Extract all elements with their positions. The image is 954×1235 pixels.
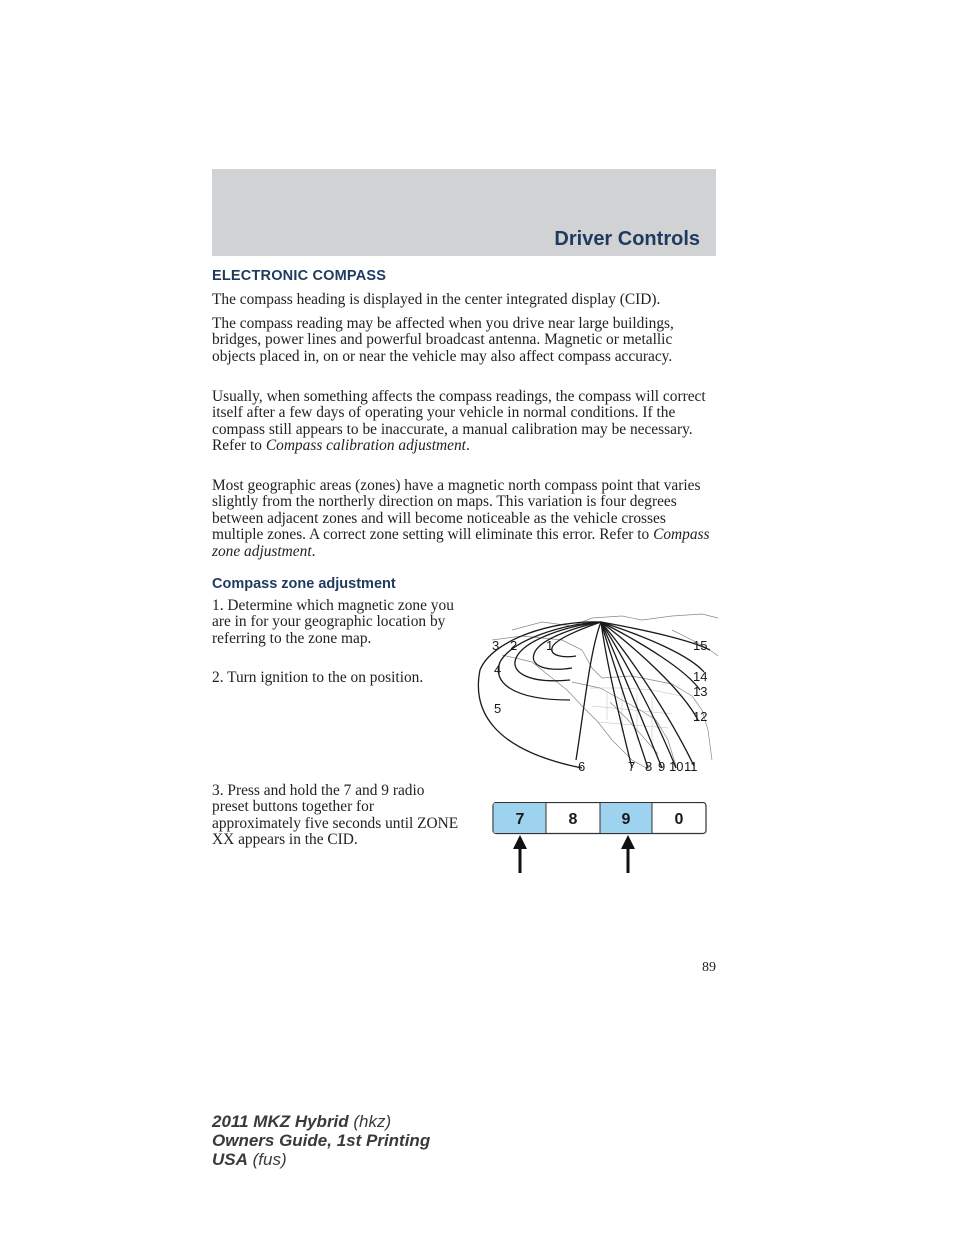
zone-label: 10	[669, 759, 684, 774]
footer-model-code: (hkz)	[348, 1112, 392, 1131]
footer-line-2	[212, 1131, 430, 1150]
zone-label: 1	[546, 638, 554, 653]
paragraph-text: Most geographic areas (zones) have a magnetic north compass point that varies slightly from the northerly direction on maps. This variation is four degrees between adjacent zones and will become noticeable as the vehicle crosses multiple zones. A correct zone setting will eliminate this error. Refer to	[212, 477, 701, 544]
page-number: 89	[702, 960, 716, 975]
document-footer	[212, 1112, 430, 1169]
zone-label: 12	[693, 709, 708, 724]
paragraph-text: Usually, when something affects the compass readings, the compass will correct itself after a few days of operating your vehicle in normal conditions. If the compass still appears to be inaccurate, a manual calibration may be necessary. Refer to	[212, 388, 706, 455]
preset-button-8: 8	[568, 811, 578, 828]
subsection-heading: Compass zone adjustment	[212, 576, 396, 592]
zone-map	[472, 610, 718, 780]
zone-label: 4	[494, 662, 502, 677]
paragraph-zones	[212, 478, 718, 560]
footer-line-1	[212, 1112, 430, 1131]
zone-label: 13	[693, 684, 708, 699]
step-1: 1. Determine which magnetic zone you are in for your geographic location by referring to the zone map.	[212, 597, 454, 647]
paragraph-text: .	[465, 437, 470, 455]
step-2: 2. Turn ignition to the on position.	[212, 669, 424, 686]
calibration-reference: Compass calibration adjustment	[265, 437, 466, 455]
preset-button-7: 7	[515, 811, 525, 828]
zone-label: 8	[645, 759, 653, 774]
step-3: 3. Press and hold the 7 and 9 radio preset buttons together for approximately five seconds until ZONE XX appears in the CID.	[212, 782, 459, 849]
zone-label: 7	[628, 759, 636, 774]
paragraph-interference: The compass reading may be affected when you drive near large buildings, bridges, power lines and powerful broadcast antenna. Magnetic or metallic objects placed in, on or near the vehicle may also affect compass accuracy.	[212, 315, 674, 365]
header-band	[212, 169, 716, 256]
zone-label: 3	[492, 638, 500, 653]
zone-label: 6	[578, 759, 586, 774]
press-arrow-9	[621, 835, 635, 873]
zone-label: 11	[684, 759, 698, 774]
radio-preset-buttons	[486, 802, 710, 876]
preset-button-9: 9	[621, 811, 631, 828]
footer-market: USA	[212, 1150, 248, 1169]
footer-model: 2011 MKZ Hybrid	[212, 1112, 349, 1131]
zone-label: 15	[693, 638, 708, 653]
zone-label: 9	[658, 759, 666, 774]
page-title: Driver Controls	[554, 228, 700, 250]
footer-line-3	[212, 1150, 430, 1169]
section-heading: ELECTRONIC COMPASS	[212, 268, 387, 284]
paragraph-cid: The compass heading is displayed in the center integrated display (CID).	[212, 291, 661, 308]
zone-label: 14	[693, 669, 708, 684]
zone-reference: Compass zone adjustment	[212, 526, 710, 560]
preset-button-0: 0	[674, 811, 684, 828]
paragraph-calibration	[212, 389, 718, 455]
footer-market-code: (fus)	[247, 1150, 287, 1169]
paragraph-text: .	[311, 542, 316, 560]
zone-label: 2	[510, 638, 518, 653]
footer-printing: Owners Guide, 1st Printing	[212, 1131, 431, 1150]
zone-label: 5	[494, 701, 502, 716]
press-arrow-7	[513, 835, 527, 873]
